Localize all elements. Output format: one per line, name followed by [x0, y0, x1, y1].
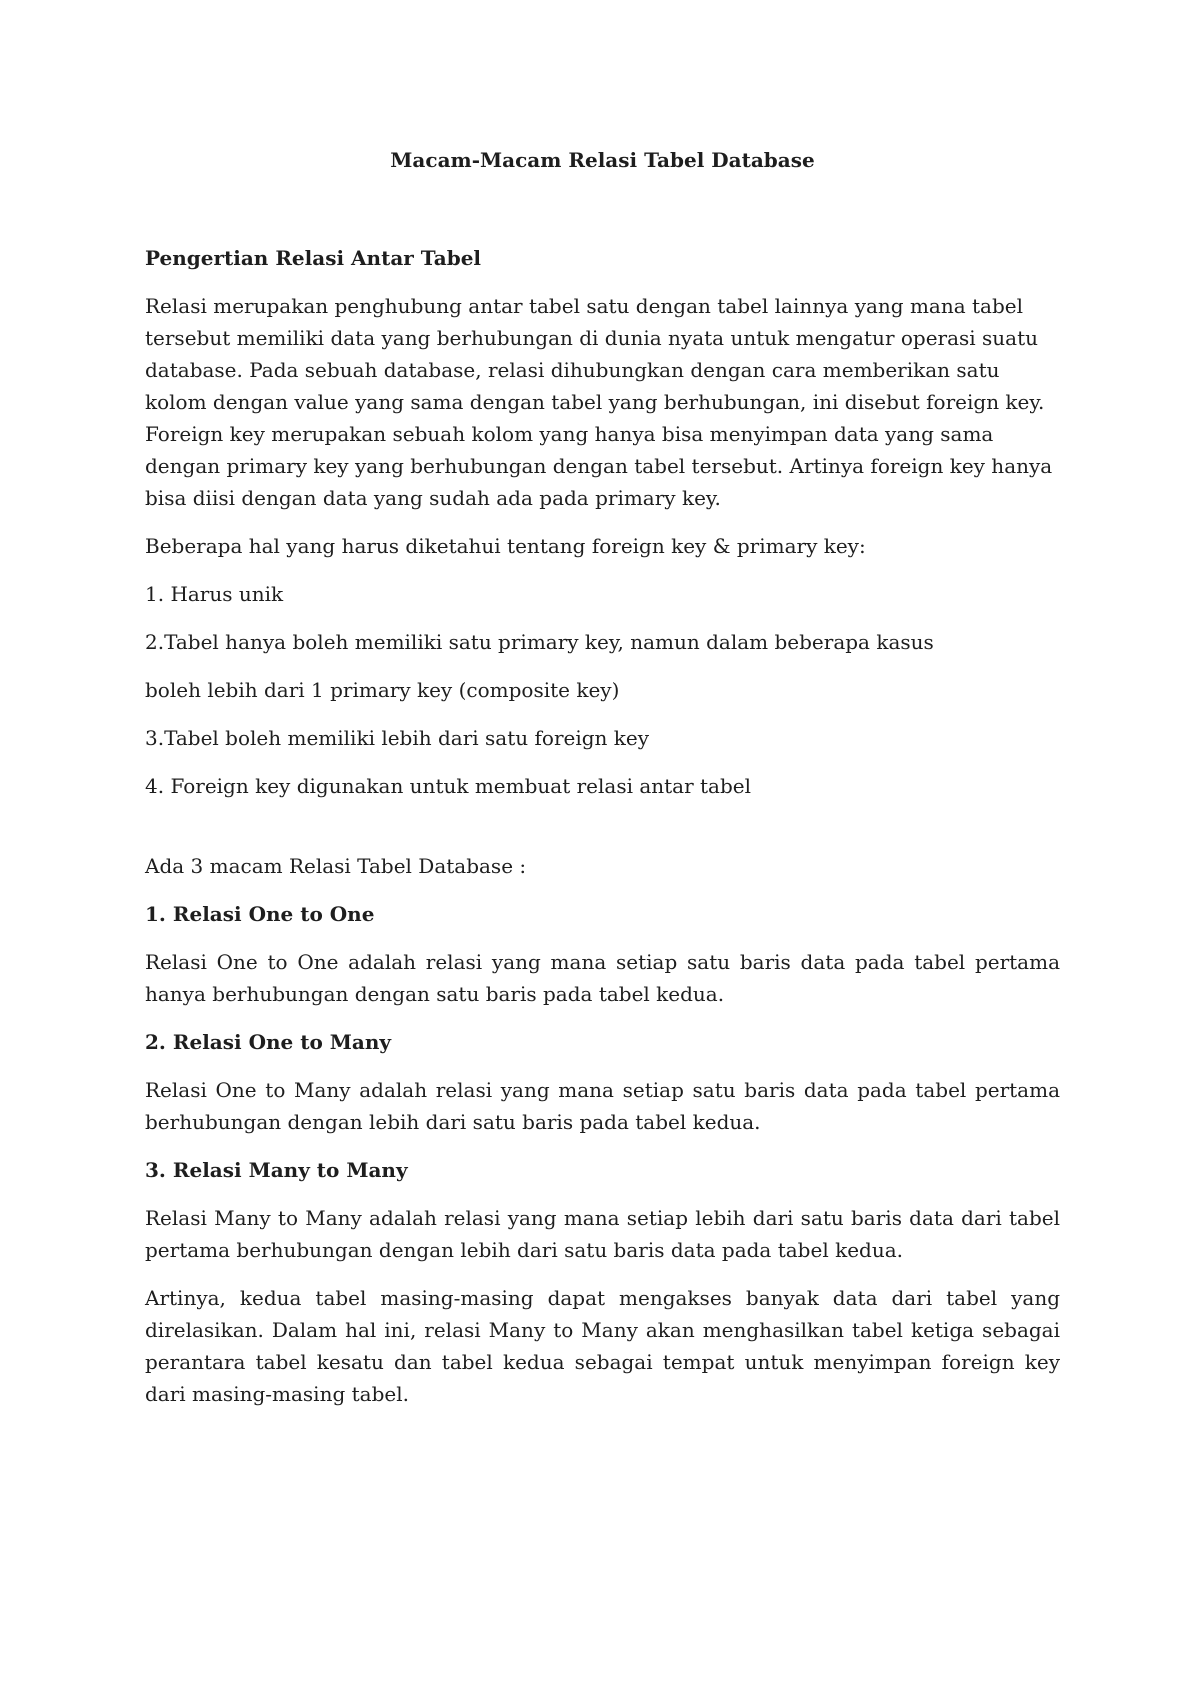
relation-heading-one-to-many: 2. Relasi One to Many	[145, 1030, 392, 1054]
relation-heading-many-to-many: 3. Relasi Many to Many	[145, 1158, 408, 1182]
closing-paragraph: Artinya, kedua tabel masing-masing dapat mengakses banyak data dari tabel yang direlasikan. Dalam hal ini, relasi Many to Many akan menghasilkan tabel ketiga sebagai perantara tabel kesatu dan tabel kedua sebagai tempat untuk menyimpan foreign key dari masing-masing tabel.	[145, 1286, 1060, 1406]
list-item: 2.Tabel hanya boleh memiliki satu primary key, namun dalam beberapa kasus	[145, 630, 934, 654]
list-item: 4. Foreign key digunakan untuk membuat relasi antar tabel	[145, 774, 752, 798]
document-page	[145, 140, 1060, 1426]
list-item: boleh lebih dari 1 primary key (composite key)	[145, 678, 620, 702]
relation-text-many-to-many: Relasi Many to Many adalah relasi yang mana setiap lebih dari satu baris data dari tabel pertama berhubungan dengan lebih dari satu baris data pada tabel kedua.	[145, 1206, 1060, 1262]
section-heading-definition: Pengertian Relasi Antar Tabel	[145, 246, 482, 270]
types-intro: Ada 3 macam Relasi Tabel Database :	[145, 854, 527, 878]
list-item: 3.Tabel boleh memiliki lebih dari satu foreign key	[145, 726, 650, 750]
relation-text-one-to-many: Relasi One to Many adalah relasi yang mana setiap satu baris data pada tabel pertama berhubungan dengan lebih dari satu baris pada tabel kedua.	[145, 1078, 1060, 1134]
definition-paragraph: Relasi merupakan penghubung antar tabel satu dengan tabel lainnya yang mana tabel tersebut memiliki data yang berhubungan di dunia nyata untuk mengatur operasi suatu database. Pada sebuah database, relasi dihubungkan dengan cara memberikan satu kolom dengan value yang sama dengan tabel yang berhubungan, ini disebut foreign key. Foreign key merupakan sebuah kolom yang hanya bisa menyimpan data yang sama dengan primary key yang berhubungan dengan tabel tersebut. Artinya foreign key hanya bisa diisi dengan data yang sudah ada pada primary key.	[145, 294, 1053, 510]
relation-heading-one-to-one: 1. Relasi One to One	[145, 902, 375, 926]
keys-intro: Beberapa hal yang harus diketahui tentang foreign key & primary key:	[145, 534, 866, 558]
list-item: 1. Harus unik	[145, 582, 284, 606]
document-title: Macam-Macam Relasi Tabel Database	[390, 148, 815, 172]
relation-text-one-to-one: Relasi One to One adalah relasi yang mana setiap satu baris data pada tabel pertama hanya berhubungan dengan satu baris pada tabel kedua.	[145, 950, 1060, 1006]
